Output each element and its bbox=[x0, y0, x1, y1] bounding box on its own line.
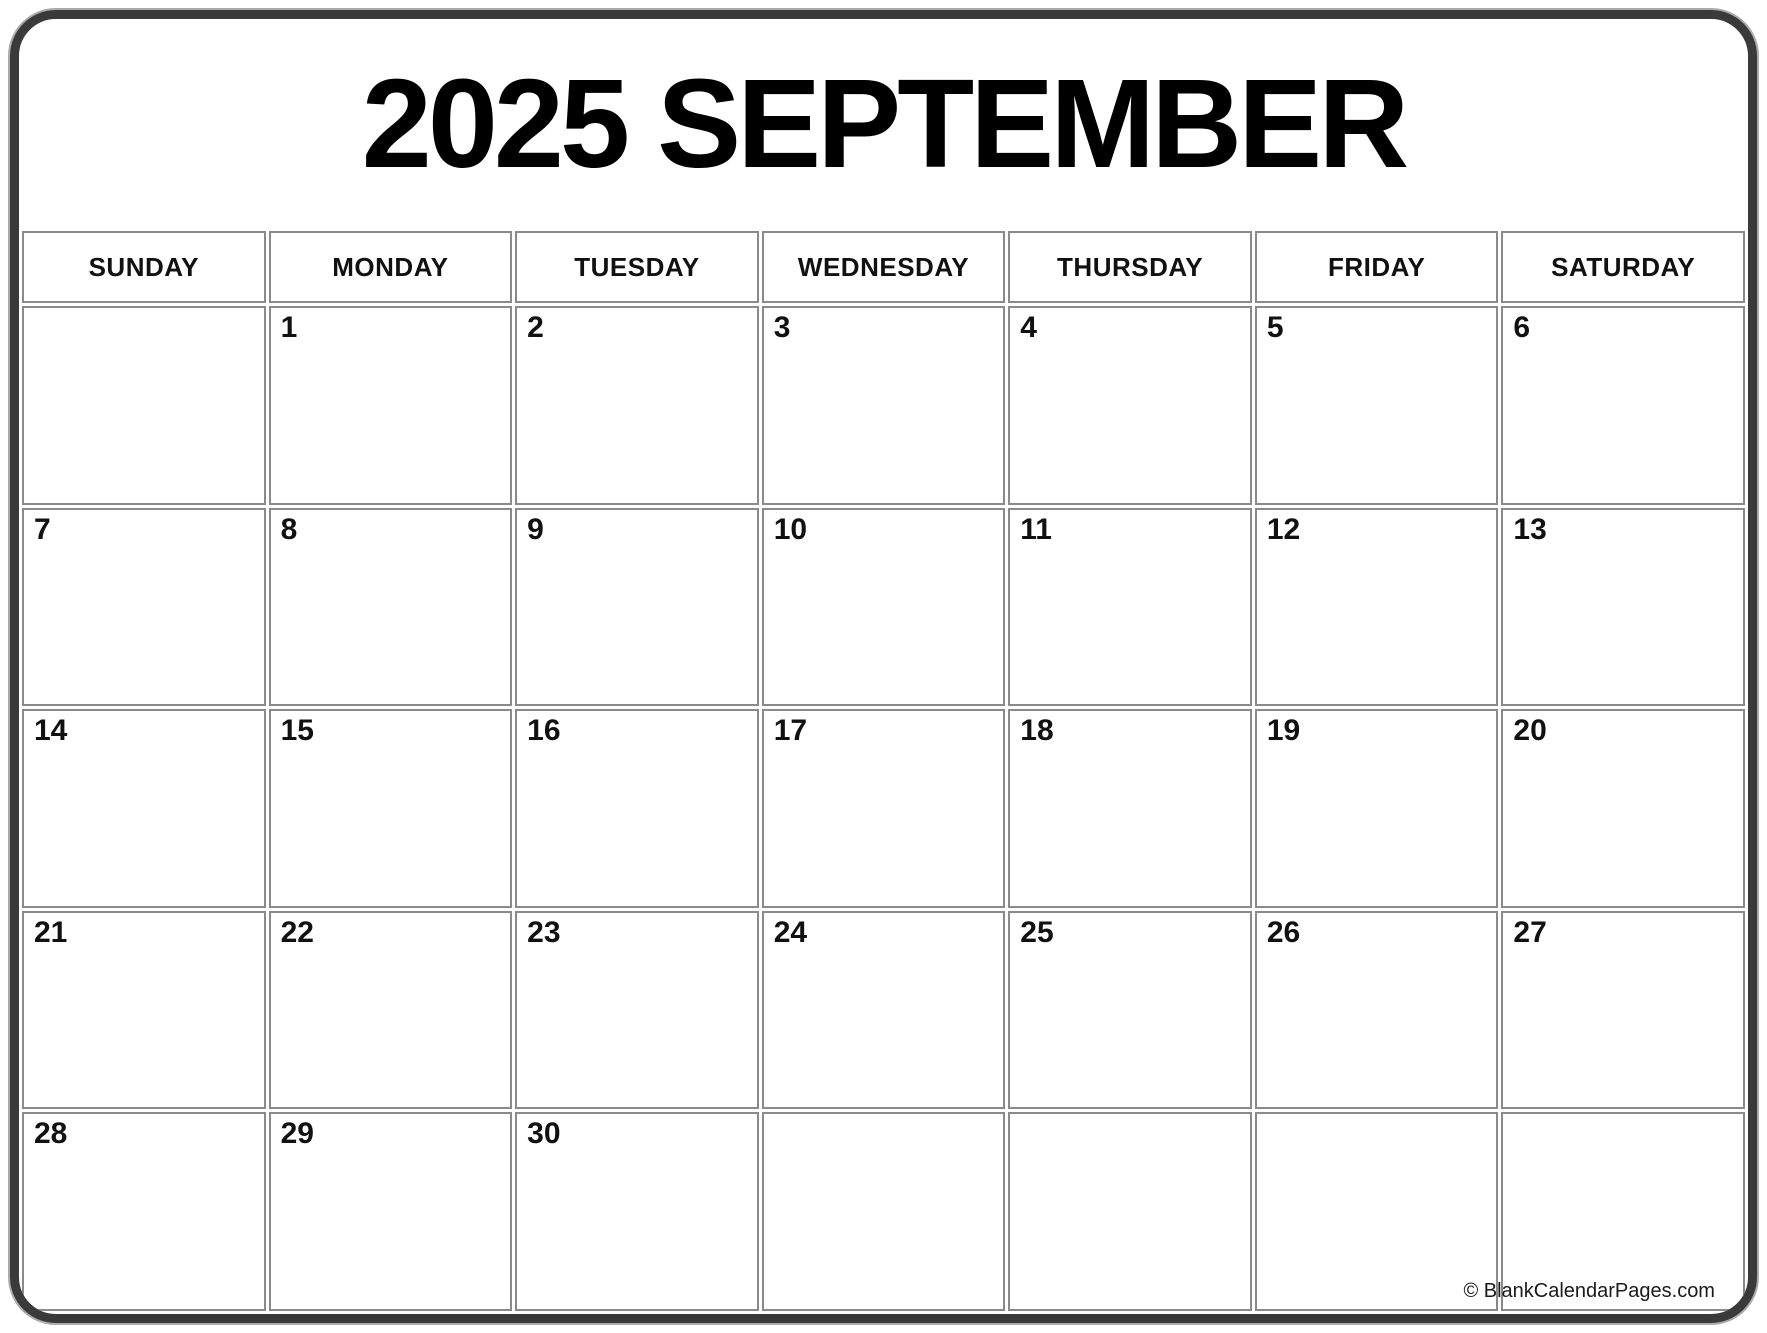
day-cell bbox=[762, 1112, 1006, 1311]
day-number: 8 bbox=[280, 512, 298, 546]
calendar-page bbox=[10, 10, 1757, 1323]
day-number: 17 bbox=[773, 714, 808, 748]
copyright-text: © BlankCalendarPages.com bbox=[1463, 1280, 1715, 1302]
weekday-header-tuesday: TUESDAY bbox=[515, 231, 759, 303]
day-number: 5 bbox=[1266, 311, 1284, 344]
day-number: 23 bbox=[527, 915, 561, 949]
day-cell bbox=[1008, 1112, 1252, 1311]
day-cell bbox=[22, 911, 266, 1110]
day-cell bbox=[269, 709, 513, 908]
weekday-header-wednesday: WEDNESDAY bbox=[762, 231, 1006, 303]
day-cell bbox=[1255, 709, 1499, 908]
day-cell bbox=[515, 306, 759, 505]
day-number: 14 bbox=[34, 714, 68, 748]
day-number: 26 bbox=[1266, 915, 1301, 949]
weekday-header-monday: MONDAY bbox=[269, 231, 513, 303]
title-area bbox=[19, 19, 1748, 228]
day-number: 27 bbox=[1513, 915, 1547, 949]
day-number: 22 bbox=[280, 915, 314, 949]
day-cell bbox=[762, 911, 1006, 1110]
day-cell bbox=[22, 508, 266, 707]
day-number: 28 bbox=[34, 1117, 68, 1151]
calendar-grid bbox=[19, 228, 1748, 1314]
day-cell bbox=[1008, 306, 1252, 505]
day-number: 2 bbox=[527, 311, 544, 344]
day-cell bbox=[22, 709, 266, 908]
weekday-header-saturday: SATURDAY bbox=[1501, 231, 1745, 303]
day-cell bbox=[515, 1112, 759, 1311]
day-cell bbox=[1255, 508, 1499, 707]
day-number: 18 bbox=[1020, 714, 1054, 748]
day-cell bbox=[1255, 1112, 1499, 1311]
day-cell bbox=[515, 911, 759, 1110]
day-cell bbox=[762, 709, 1006, 908]
day-number: 30 bbox=[527, 1117, 561, 1151]
page-title: 2025 SEPTEMBER bbox=[361, 53, 1406, 194]
day-number: 20 bbox=[1513, 714, 1547, 748]
day-number: 11 bbox=[1020, 512, 1052, 546]
day-cell bbox=[762, 306, 1006, 505]
day-number: 16 bbox=[527, 714, 561, 748]
day-number: 29 bbox=[280, 1117, 314, 1151]
day-number: 13 bbox=[1513, 512, 1547, 546]
day-number: 10 bbox=[773, 512, 808, 546]
weekday-header-thursday: THURSDAY bbox=[1008, 231, 1252, 303]
day-cell bbox=[1463, 1112, 1745, 1311]
day-number: 3 bbox=[773, 311, 791, 344]
day-cell bbox=[22, 1112, 266, 1311]
day-number: 15 bbox=[280, 714, 314, 748]
day-cell bbox=[1255, 911, 1499, 1110]
day-cell bbox=[269, 1112, 513, 1311]
day-cell bbox=[269, 911, 513, 1110]
day-number: 4 bbox=[1020, 311, 1037, 344]
day-number: 9 bbox=[527, 512, 544, 546]
day-cell bbox=[269, 306, 513, 505]
day-number: 1 bbox=[280, 311, 298, 344]
day-cell bbox=[1501, 911, 1745, 1110]
day-cell bbox=[515, 508, 759, 707]
day-cell bbox=[1501, 709, 1745, 908]
day-cell bbox=[1255, 306, 1499, 505]
weekday-header-friday: FRIDAY bbox=[1255, 231, 1499, 303]
day-cell bbox=[269, 508, 513, 707]
day-cell bbox=[1008, 508, 1252, 707]
day-cell bbox=[1501, 306, 1745, 505]
day-number: 24 bbox=[773, 915, 808, 949]
day-cell bbox=[1008, 709, 1252, 908]
day-cell bbox=[515, 709, 759, 908]
day-cell bbox=[1008, 911, 1252, 1110]
day-number: 21 bbox=[34, 915, 68, 949]
day-cell bbox=[22, 306, 266, 505]
day-number: 19 bbox=[1266, 714, 1301, 748]
day-number: 25 bbox=[1020, 915, 1054, 949]
day-number: 6 bbox=[1513, 311, 1531, 344]
day-number: 7 bbox=[34, 512, 51, 546]
day-cell bbox=[762, 508, 1006, 707]
day-cell bbox=[1501, 508, 1745, 707]
weekday-header-sunday: SUNDAY bbox=[22, 231, 266, 303]
day-number: 12 bbox=[1266, 512, 1301, 546]
